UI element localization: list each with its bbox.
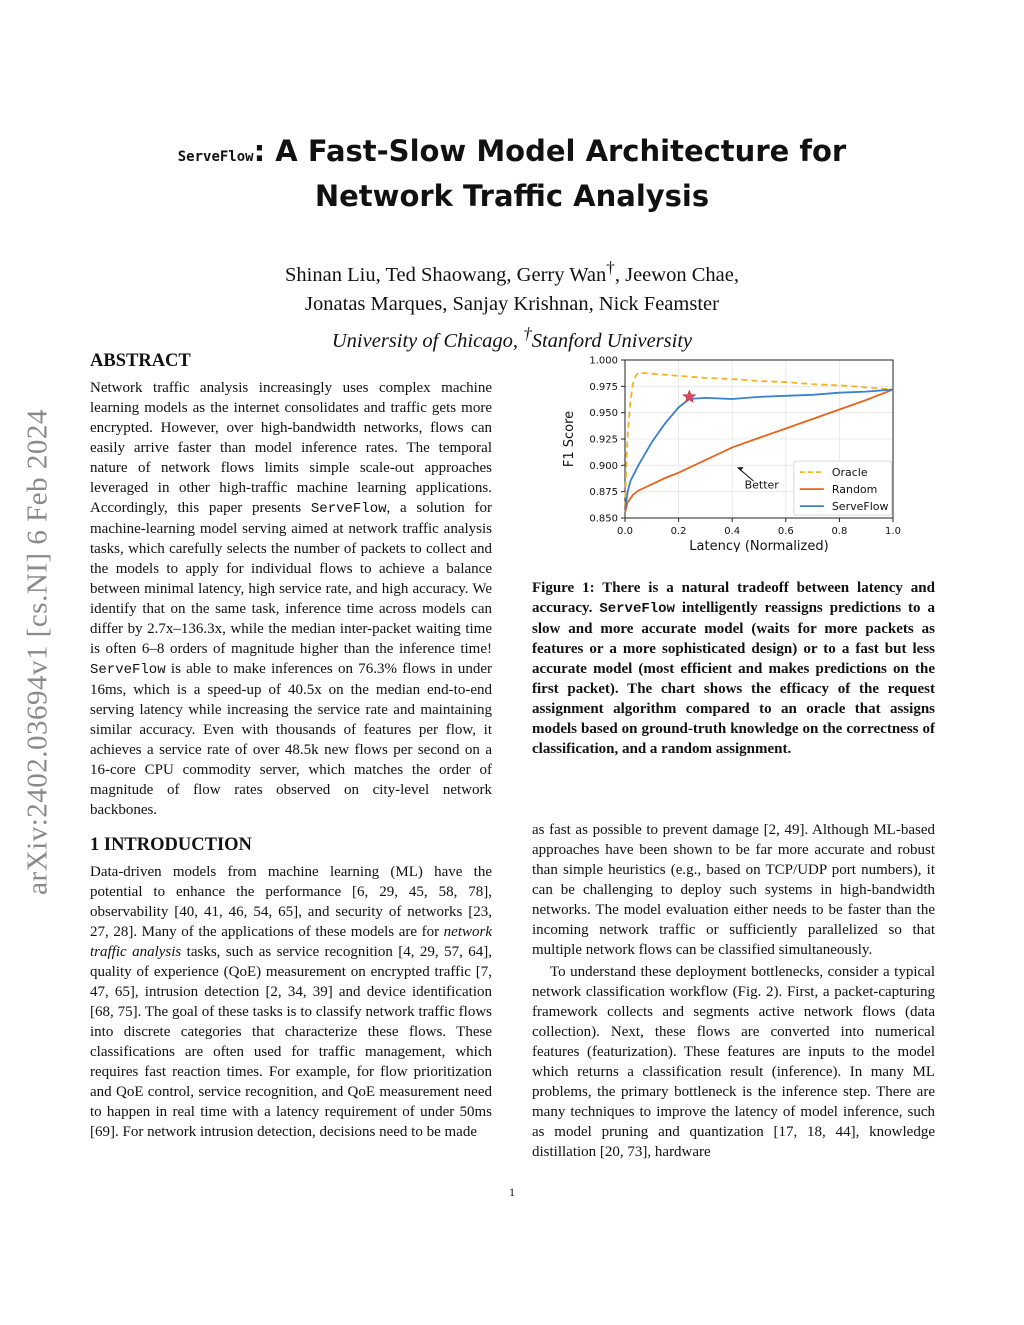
abstract-heading: ABSTRACT <box>90 351 191 371</box>
author-block <box>80 253 944 356</box>
legend-label-serveflow: ServeFlow <box>831 500 889 514</box>
x-tick-label: 0.2 <box>670 526 687 537</box>
better-annotation: Better <box>744 478 779 492</box>
x-tick-label: 1.0 <box>885 526 901 537</box>
legend-label-random: Random <box>831 483 878 497</box>
y-tick-label: 1.000 <box>589 355 618 367</box>
y-tick-label: 0.925 <box>589 434 618 446</box>
x-tick-label: 0.0 <box>617 526 633 537</box>
intro-text: Data-driven models from machine learning (ML) have the potential to enhance the performance [6, 29, 45, 58, 78], observability [40, 41, 46, 54, 65], and security of networks [23, 27, 28]. Many of the applications of these models are for network traffic analysis tasks, such as service recognition [4, 29, 57, 64], quality of experience (QoE) measurement on encrypted traffic [7, 47, 65], intrusion detection [2, 34, 39] and device identification [68, 75]. The goal of these tasks is to classify network traffic flows into discrete categories that characterize these flows. These classifications are often used for traffic management, which requires fast reaction times. For example, for flow prioritization and QoE control, service recognition, and QoE measurement need to happen in real time with a latency requirement of under 50ms [69]. For network intrusion detection, decisions need to be made <box>90 864 492 1140</box>
title-system-name: ServeFlow <box>177 149 254 165</box>
x-tick-label: 0.6 <box>777 526 794 537</box>
dagger-mark: † <box>606 258 615 277</box>
legend-label-oracle: Oracle <box>831 466 868 480</box>
author-names-1: Shinan Liu, Ted Shaowang, Gerry Wan <box>285 263 607 286</box>
page-number: 1 <box>509 1185 515 1199</box>
right-column <box>532 820 935 1162</box>
x-tick-label: 0.8 <box>831 526 848 537</box>
better-arrowhead <box>738 467 744 471</box>
y-axis-label: F1 Score <box>562 410 577 468</box>
y-tick-label: 0.975 <box>589 381 618 393</box>
y-tick-label: 0.950 <box>589 408 618 420</box>
intro-heading: 1 INTRODUCTION <box>90 835 252 855</box>
paper-title <box>80 132 944 216</box>
star-marker <box>683 390 695 402</box>
y-tick-label: 0.900 <box>589 460 618 472</box>
x-tick-label: 0.4 <box>724 526 741 537</box>
figure-1 <box>553 352 913 552</box>
abstract-text: Network traffic analysis increasingly uses complex machine learning models as the internet consolidates and traffic gets more encrypted. However, over high-bandwidth networks, flows can easily arrive faster than model inference rates. The temporal nature of network flows limits simple scale-out approaches leveraged in other high-traffic machine learning applications. Accordingly, this paper presents ServeFlow, a solution for machine-learning model serving aimed at network traffic analysis tasks, which carefully selects the number of packets to collect and the models to apply for individual flows to achieve a balance between minimal latency, high service rate, and high accuracy. We identify that on the same task, inference time across models can differ by 2.7x–136.3x, while the median inter-packet waiting time is often 6–8 orders of magnitude higher than the inference time! ServeFlow is able to make inferences on 76.3% flows in under 16ms, which is a speed-up of 40.5x on the median end-to-end serving latency while increasing the service rate and maintaining similar accuracy. Even with thousands of features per flow, it achieves a service rate of over 48.5k new flows per second on a 16-core CPU commodity server, which matches the order of magnitude of flow rates observed on city-level network backbones. <box>90 380 492 818</box>
x-axis-label: Latency (Normalized) <box>689 539 829 552</box>
author-names-1b: , Jeewon Chae, <box>614 263 739 286</box>
y-tick-label: 0.850 <box>589 513 618 525</box>
author-names-2: Jonatas Marques, Sanjay Krishnan, Nick Feamster <box>305 292 719 315</box>
arxiv-watermark: arXiv:2402.03694v1 [cs.NI] 6 Feb 2024 <box>21 409 54 895</box>
figure-caption: Figure 1: There is a natural tradeoff between latency and accuracy. ServeFlow intelligently reassigns predictions to a slow and more accurate model (waits for more packets as features or a more sophisticated design) or to a fast but less accurate model (most efficient and makes predictions on the first packet). The chart shows the efficacy of the request assignment algorithm compared to an oracle that assigns models based on ground-truth knowledge on the correctness of classification, and a random assignment. <box>532 580 935 757</box>
f1-latency-chart <box>553 352 913 552</box>
title-line1: : A Fast-Slow Model Architecture for <box>253 134 847 168</box>
left-column <box>90 350 492 1142</box>
body-paragraph-1: as fast as possible to prevent damage [2, 49]. Although ML-based approaches have been shown to be far more accurate and robust than simple heuristics (e.g., based on TCP/UDP port numbers), it can be challenging to deploy such systems in high-bandwidth networks. The model evaluation either needs to be faster than the incoming network traffic or sufficiently parallelized so that multiple network flows can be classified simultaneously. <box>532 822 935 958</box>
body-paragraph-2: To understand these deployment bottlenecks, consider a typical network classification workflow (Fig. 2). First, a packet-capturing framework collects and segments active network flows (data collection). Next, these flows are converted into numerical features (featurization). These features are inputs to the model which returns a classification result (inference). In many ML problems, the primary bottleneck is the inference step. There are many techniques to improve the latency of model inference, such as model pruning and quantization [17, 18, 44], knowledge distillation [20, 73], hardware <box>532 964 935 1160</box>
title-line2: Network Traffic Analysis <box>314 179 710 213</box>
affiliations: University of Chicago, †Stanford University <box>331 323 693 352</box>
y-tick-label: 0.875 <box>589 487 618 499</box>
